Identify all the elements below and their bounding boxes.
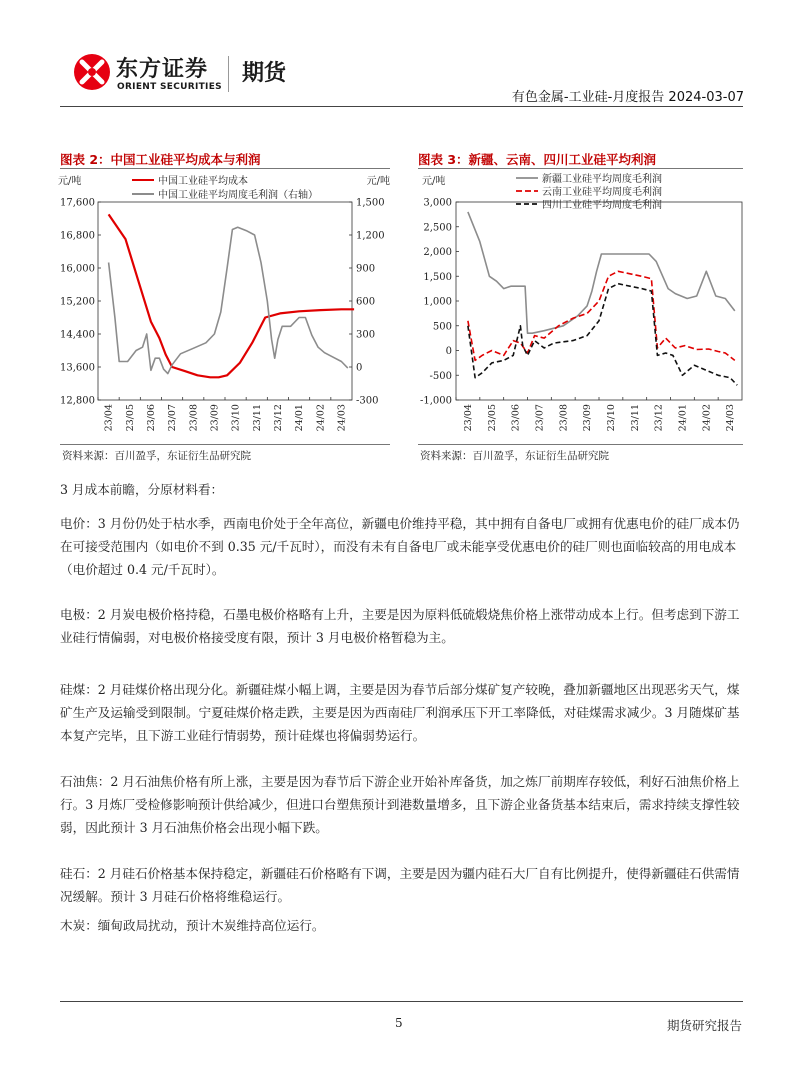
y-tick-left: 14,400 — [60, 329, 95, 341]
y-tick-left: 1,500 — [423, 271, 452, 283]
chart-left-source: 资料来源：百川盈孚，东证衍生品研究院 — [62, 450, 251, 462]
y-tick-left: 2,500 — [423, 222, 452, 234]
x-tick-label: 24/02 — [701, 404, 713, 432]
x-tick-label: 23/09 — [582, 404, 594, 432]
y-tick-right: 1,500 — [356, 197, 385, 209]
report-title: 有色金属-工业硅-月度报告 2024-03-07 — [511, 90, 744, 105]
x-tick-label: 24/01 — [677, 404, 689, 432]
x-tick-label: 23/12 — [272, 404, 284, 432]
x-tick-label: 23/11 — [629, 404, 641, 432]
y-tick-left: 16,800 — [60, 230, 95, 242]
x-tick-label: 23/06 — [510, 404, 522, 432]
y-tick-right: -300 — [356, 395, 379, 407]
y-tick-left: 3,000 — [423, 197, 452, 209]
chart-left-bottom-rule — [60, 444, 390, 445]
legend-label: 四川工业硅平均周度毛利润 — [542, 200, 662, 211]
chart-cost-profit — [56, 170, 392, 440]
y-tick-left: -1,000 — [419, 395, 452, 407]
x-tick-label: 23/09 — [209, 404, 221, 432]
y-tick-left: 16,000 — [60, 263, 95, 275]
y-tick-right: 600 — [356, 296, 376, 308]
legend-label: 中国工业硅平均周度毛利润（右轴） — [158, 190, 318, 201]
x-tick-label: 23/07 — [167, 404, 179, 432]
y-tick-left: 500 — [432, 321, 452, 333]
x-tick-label: 23/08 — [188, 404, 200, 432]
page-number: 5 — [395, 1016, 403, 1030]
x-tick-label: 24/02 — [315, 404, 327, 432]
petcoke-paragraph: 石油焦：2 月石油焦价格有所上涨，主要是因为春节后下游企业开始补库备货，加之炼厂前期库存较低，利好石油焦价格上行。3 月炼厂受检修影响预计供给减少，但进口台塑焦预计到港数量增多，且下游企业备货基本结束后，需求持续支撑性较弱，因此预计 3 月石油焦价格会出现小幅下跌。 — [60, 774, 740, 835]
plot-frame — [456, 202, 742, 400]
chart-right-title-rule — [418, 168, 743, 169]
y-tick-left: 12,800 — [60, 395, 95, 407]
y-tick-left: 1,000 — [423, 296, 452, 308]
brand-name-cn: 东方证券 — [116, 57, 209, 82]
x-tick-label: 24/03 — [336, 404, 348, 432]
x-tick-label: 23/07 — [534, 404, 546, 432]
series-line-yunnan — [468, 271, 735, 360]
header-rule — [60, 106, 743, 107]
chart-left-title: 图表 2：中国工业硅平均成本与利润 — [60, 152, 261, 167]
intro-paragraph: 3 月成本前瞻，分原材料看： — [60, 482, 224, 497]
silica-paragraph: 硅石：2 月硅石价格基本保持稳定，新疆硅石价格略有下调，主要是因为疆内硅石大厂自有比例提升，使得新疆硅石供需情况缓解。预计 3 月硅石价格将维稳运行。 — [60, 866, 740, 904]
x-tick-label: 23/10 — [605, 404, 617, 432]
orient-securities-logo-icon — [72, 52, 112, 92]
x-tick-label: 23/06 — [145, 404, 157, 432]
logo-divider — [228, 56, 229, 92]
division-label: 期货 — [242, 61, 287, 86]
electricity-paragraph: 电价：3 月份仍处于枯水季，西南电价处于全年高位，新疆电价维持平稳，其中拥有自备电厂或拥有优惠电价的硅厂成本仍在可接受范围内（如电价不到 0.35 元/千瓦时），而没有未有自备电厂或未能享受优惠电价的硅厂则也面临较高的用电成本（电价超过 0.4 元/千瓦时）。 — [60, 516, 740, 577]
right-axis-unit: 元/吨 — [366, 176, 390, 187]
y-tick-left: 17,600 — [60, 197, 95, 209]
chart-right-title: 图表 3：新疆、云南、四川工业硅平均利润 — [418, 152, 657, 167]
x-tick-label: 23/05 — [124, 404, 136, 432]
chart-right-bottom-rule — [418, 444, 743, 445]
x-tick-label: 23/12 — [653, 404, 665, 432]
y-tick-left: -500 — [429, 370, 452, 382]
left-axis-unit: 元/吨 — [58, 176, 82, 187]
y-tick-left: 13,600 — [60, 362, 95, 374]
y-tick-left: 2,000 — [423, 247, 452, 258]
legend-label: 云南工业硅平均周度毛利润 — [542, 187, 662, 198]
plot-frame — [98, 202, 352, 400]
x-tick-label: 24/01 — [294, 404, 306, 432]
x-tick-label: 23/05 — [486, 404, 498, 432]
chart-left-title-rule — [60, 168, 390, 169]
chart-right-source: 资料来源：百川盈孚，东证衍生品研究院 — [420, 450, 609, 462]
x-tick-label: 23/11 — [251, 404, 263, 432]
x-tick-label: 23/08 — [558, 404, 570, 432]
y-tick-left: 0 — [445, 346, 452, 357]
coal-paragraph: 硅煤：2 月硅煤价格出现分化。新疆硅煤小幅上调，主要是因为春节后部分煤矿复产较晚，叠加新疆地区出现恶劣天气，煤矿生产及运输受到限制。宁夏硅煤价格走跌，主要是因为西南硅厂利润承压下开工率降低，对硅煤需求减少。3 月随煤矿基本复产完毕，且下游工业硅行情弱势，预计硅煤也将偏弱势运行。 — [60, 682, 740, 743]
y-tick-right: 1,200 — [356, 230, 385, 242]
y-tick-left: 15,200 — [60, 296, 95, 308]
legend-label: 新疆工业硅平均周度毛利润 — [542, 174, 662, 185]
footer-label: 期货研究报告 — [666, 1018, 742, 1033]
footer-rule — [60, 1001, 743, 1002]
x-tick-label: 23/04 — [462, 404, 474, 432]
y-tick-right: 300 — [356, 329, 376, 341]
y-tick-right: 900 — [356, 263, 376, 275]
brand-name-en: ORIENT SECURITIES — [117, 82, 222, 92]
x-tick-label: 24/03 — [725, 404, 737, 432]
electrode-paragraph: 电极：2 月炭电极价格持稳，石墨电极价格略有上升，主要是因为原料低硫煅烧焦价格上涨带动成本上行。但考虑到下游工业硅行情偏弱，对电极价格接受度有限，预计 3 月电极价格暂稳为主。 — [60, 607, 740, 645]
y-tick-right: 0 — [356, 362, 363, 374]
chart-regional-profit — [412, 170, 746, 440]
series-line-sichuan — [468, 284, 737, 386]
x-tick-label: 23/10 — [230, 404, 242, 432]
legend-label: 中国工业硅平均成本 — [158, 176, 248, 187]
x-tick-label: 23/04 — [103, 404, 115, 432]
left-axis-unit: 元/吨 — [422, 176, 446, 187]
charcoal-paragraph: 木炭：缅甸政局扰动，预计木炭维持高位运行。 — [60, 918, 325, 933]
